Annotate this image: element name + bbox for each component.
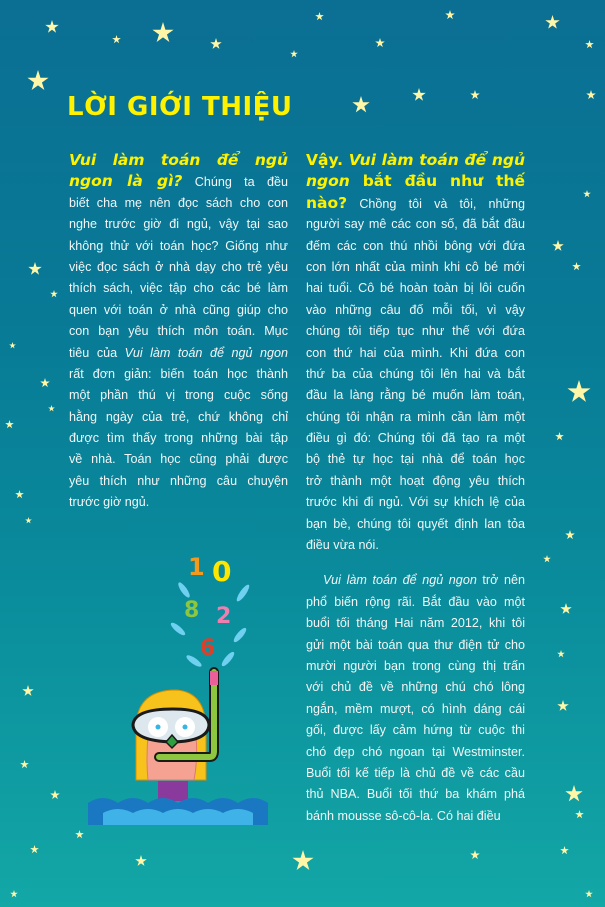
text-line [306,492,525,513]
text-line [306,193,525,214]
text-line [306,635,525,656]
star-icon [543,555,551,563]
body-text: ngắn, mềm mượt, có hình dáng cái [306,701,525,716]
section-heading: Vậy. [306,151,349,169]
body-text: rất đơn giản: biến toán học thành [69,366,288,381]
text-line [306,321,525,342]
text-line [306,570,525,591]
body-text: Chúng ta đều [182,175,289,190]
star-icon [352,96,370,114]
text-line [306,471,525,492]
body-text: biết cha mẹ nên đọc sách cho con [69,195,288,210]
text-line [69,257,288,278]
text-line [306,364,525,385]
star-icon [9,342,16,349]
text-line [306,428,525,449]
text-line [306,257,525,278]
text-line [306,699,525,720]
body-text: điều vừa nói. [306,538,379,553]
star-icon [557,700,569,712]
star-icon [586,90,596,100]
star-icon [315,12,324,21]
star-icon [152,22,174,44]
text-line [306,720,525,741]
body-text: yêu thích như những câu chuyện [69,473,288,488]
star-icon [22,685,34,697]
body-text: chó đẹp chó ngoan tại Westminster. [306,744,525,759]
text-line [306,677,525,698]
body-text: mười người bạn trong cùng thị trấn [306,658,525,673]
text-line [306,806,525,827]
star-icon [585,890,593,898]
text-line [69,343,288,364]
star-icon [412,88,426,102]
star-icon [445,10,455,20]
number-2: 2 [216,604,232,629]
book-title-italic: Vui làm toán để ngủ ngon [323,573,477,588]
star-icon [45,20,59,34]
body-text: bánh mousse sô-cô-la. Có hai điều [306,808,501,823]
text-line [306,171,525,192]
body-text: hai tuổi. Cô bé hoàn toàn bị lôi cuốn [306,281,525,296]
body-text: không thử với toán học? Giống như [69,238,288,253]
star-icon [575,810,584,819]
section-heading: ngon [306,172,350,191]
body-text: con bạn yêu thích môn toán. Mục [69,324,288,339]
star-icon [470,850,480,860]
star-icon [567,380,591,404]
body-text: chúng tôi tiếp tục như thế với đứa [306,324,525,339]
star-icon [28,262,42,276]
text-line [69,364,288,385]
section-heading: ngon là gì? [69,172,183,191]
text-line [306,300,525,321]
text-line [69,321,288,342]
body-text: thủ NBA. Buổi tối thứ ba khám phá [306,787,525,802]
body-text: thích sách, việc tập cho các bé làm [69,281,288,296]
body-text: trước giờ ngủ. [69,495,150,510]
text-line [69,193,288,214]
text-line [69,171,288,192]
body-text: gối, được lấy cảm hứng từ cuộc thi [306,723,525,738]
star-icon [112,35,121,44]
text-line [69,214,288,235]
body-text: đầu la làng rằng bé muốn làm toán, [306,388,525,403]
body-text: người say mê các con số, đã bắt đầu [306,217,525,232]
body-text: thứ ba của chúng tôi lên hai và bắt [306,366,525,381]
text-line [69,300,288,321]
text-line [306,656,525,677]
text-line [306,592,525,613]
text-line [306,278,525,299]
body-text: đếm các con thú nhồi bông với đứa [306,238,525,253]
text-line [69,428,288,449]
body-text: trở thành một hoạt động yêu thích [306,473,525,488]
body-text: về nhà. Toán học cũng phải được [69,452,288,467]
text-line [69,385,288,406]
star-icon [572,262,581,271]
text-line [69,492,288,513]
star-icon [40,378,50,388]
body-text: gửi một bài toán qua thư điện tử cho [306,637,525,652]
text-line [306,385,525,406]
body-text: chúng tôi nhận ra mình cần làm một [306,409,525,424]
snorkel-girl-illustration [88,545,268,830]
text-line [306,613,525,634]
text-line [69,449,288,470]
star-icon [545,15,560,30]
star-icon [20,760,29,769]
star-icon [30,845,39,854]
star-icon [470,90,480,100]
body-text: được tìm thấy trong những bài tập [69,431,288,446]
text-line [306,150,525,171]
paragraph-gap [306,556,525,570]
body-text: hằng ngày của trẻ, chứ không chỉ [69,409,288,424]
body-text: trở nên [476,573,525,588]
body-text: Buổi tối kế tiếp là chủ đề về các cầu [306,765,525,780]
text-line [306,343,525,364]
star-icon [290,50,298,58]
text-line [306,514,525,535]
intro-left-column [69,150,288,514]
star-icon [560,603,572,615]
star-icon [565,785,583,803]
star-icon [565,530,575,540]
text-line [69,236,288,257]
body-text: bộ thẻ tự học tại nhà để toán học [306,452,525,467]
star-icon [585,40,594,49]
body-text: trước khi đi ngủ. Với sự khích lệ của [306,495,525,510]
body-text: quen với toán ở nhà cũng giúp cho [69,302,288,317]
star-icon [5,420,14,429]
star-icon [15,490,24,499]
star-icon [375,38,385,48]
body-text: việc đọc sách ở nhà dạy cho trẻ yêu [69,259,288,274]
body-text: con thứ hai của mình. Khi đứa con [306,345,525,360]
number-1: 1 [188,553,205,581]
body-text: con lớn nhất của mình khi cô bé mới [306,259,525,274]
number-8: 8 [184,598,200,623]
body-text: buổi tối tháng Hai năm 2012, khi tôi [306,616,525,631]
star-icon [552,240,564,252]
text-line [69,471,288,492]
number-6: 6 [200,636,216,661]
body-text: tiêu của [69,345,125,360]
body-text: bạn bè, chúng tôi quyết định lan tỏa [306,516,525,531]
body-text: điều gì đó: Chúng tôi đã tạo ra một [306,431,525,446]
body-text: vào những câu đố mỗi tối, vì vậy [306,302,525,317]
page-title: LỜI GIỚI THIỆU [67,92,293,122]
section-heading: nào? [306,193,348,212]
text-line [306,535,525,556]
star-icon [135,855,147,867]
star-icon [27,70,49,92]
section-heading: Vui làm toán để ngủ [348,151,525,169]
star-icon [10,890,18,898]
star-icon [210,38,222,50]
star-icon [292,850,314,872]
star-icon [560,846,569,855]
text-line [69,278,288,299]
text-line [306,763,525,784]
star-icon [25,517,32,524]
text-line [306,784,525,805]
text-line [306,214,525,235]
text-line [69,150,288,171]
star-icon [50,290,58,298]
intro-right-column [306,150,525,827]
star-icon [557,650,565,658]
text-line [306,407,525,428]
number-0: 0 [212,555,232,588]
book-title-italic: Vui làm toán để ngủ ngon [124,345,289,360]
star-icon [48,405,55,412]
body-text: nghe trước giờ đi ngủ, vậy tại sao [69,217,288,232]
section-heading: bắt đầu như thế [349,172,525,191]
section-heading: Vui làm toán để ngủ [69,151,288,169]
text-line [306,742,525,763]
body-text: một phần thú vị trong cuộc sống [69,388,288,403]
star-icon [75,830,84,839]
star-icon [50,790,60,800]
text-line [306,236,525,257]
text-line [69,407,288,428]
body-text: phổ biến rộng rãi. Bắt đầu vào một [306,594,525,609]
star-icon [555,432,564,441]
body-text: với chủ đề về những chú chó lông [306,680,525,695]
star-icon [583,190,591,198]
text-line [306,449,525,470]
body-text: Chồng tôi và tôi, những [347,196,525,211]
